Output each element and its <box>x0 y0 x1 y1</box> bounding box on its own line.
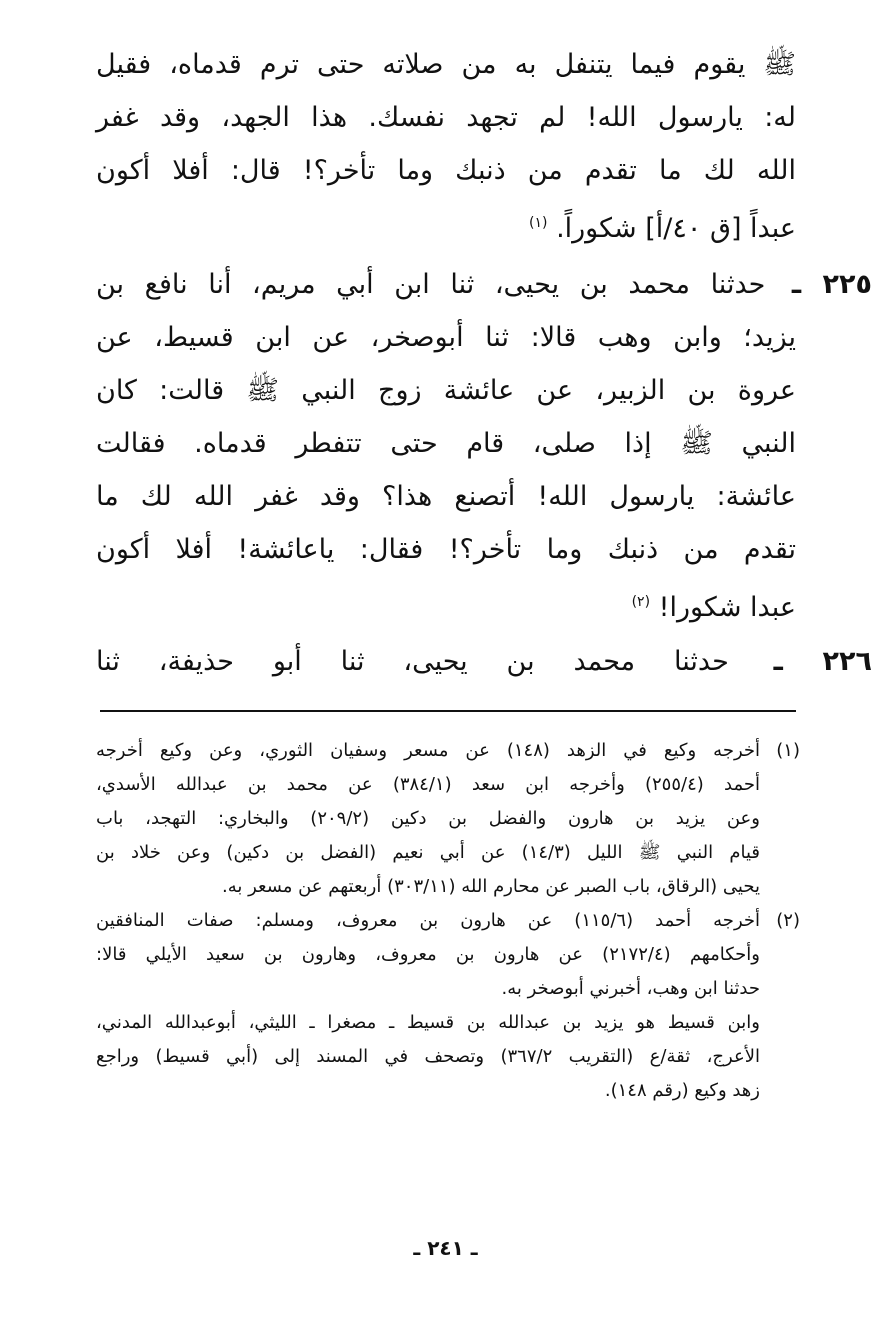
text-line: تقدم من ذنبك وما تأخر؟! فقال: ياعائشة! أفلا أكون <box>96 534 796 565</box>
footnote-line: وعن يزيد بن هارون والفضل بن دكين (٢٠٩/٢) والبخاري: التهجد، باب <box>96 808 760 829</box>
footnote-line: يحيى (الرقاق، باب الصبر عن محارم الله (٣٠٣/١١) أربعتهم عن مسعر به. <box>221 876 760 897</box>
text-line <box>96 258 872 311</box>
footnote-line <box>96 734 800 768</box>
footnote-ref-1: (١) <box>529 215 548 231</box>
footnote-line: قيام النبي ﷺ الليل (١٤/٣) عن أبي نعيم (الفضل بن دكين) وعن خلاد بن <box>96 842 760 863</box>
text-line-content: حدثنا محمد بن يحيى، ثنا أبو حذيفة، ثنا <box>96 646 729 677</box>
hadith-number-225: ٢٢٥ ـ <box>791 269 872 300</box>
footnote-ref-2: (٢) <box>631 594 651 610</box>
footnote-line-content: أخرجه وكيع في الزهد (١٤٨) عن مسعر وسفيان الثوري، وعن وكيع أخرجه <box>96 740 760 761</box>
footnote-line <box>96 904 800 938</box>
text-line: عائشة: يارسول الله! أتصنع هذا؟ وقد غفر الله لك ما <box>96 481 796 512</box>
text-line: ﷺ يقوم فيما يتنفل به من صلاته حتى ترم قدماه، فقيل <box>96 49 796 80</box>
text-line <box>96 576 796 629</box>
footnote-line: وابن قسيط هو يزيد بن عبدالله بن قسيط ـ مصغرا ـ الليثي، أبوعبدالله المدني، <box>96 1012 760 1033</box>
text-line-content: عبدا شكورا! <box>658 592 796 623</box>
footnote-line: حدثنا ابن وهب، أخبرني أبوصخر به. <box>501 978 760 999</box>
text-line: النبي ﷺ إذا صلى، قام حتى تتفطر قدماه. فقالت <box>96 428 796 459</box>
text-line-content: عبداً [ق ٤٠/أ] شكوراً. <box>556 213 796 244</box>
footnote-label: (٢) <box>776 910 800 931</box>
footnote-1 <box>96 734 800 904</box>
hadith-226 <box>96 635 872 688</box>
footnote-2 <box>96 904 800 1006</box>
text-line <box>96 197 796 250</box>
footnote-line: وأحكامهم (٢١٧٢/٤) عن هارون بن معروف، وهارون بن سعيد الأيلي قالا: <box>96 944 760 965</box>
text-line-content: حدثنا محمد بن يحيى، ثنا ابن أبي مريم، أنا نافع بن <box>96 269 766 300</box>
footnote-line: الأعرج، ثقة/ع (التقريب ٣٦٧/٢) وتصحف في المسند إلى (أبي قسيط) وراجع <box>96 1046 760 1067</box>
footnote-2-continued <box>96 1006 800 1108</box>
text-line <box>96 635 872 688</box>
main-text <box>96 38 872 688</box>
page-number: ـ ٢٤١ ـ <box>413 1236 478 1260</box>
footnote-divider <box>100 710 796 712</box>
footnotes <box>96 734 800 1108</box>
footnote-label: (١) <box>776 740 800 761</box>
text-line: عروة بن الزبير، عن عائشة زوج النبي ﷺ قالت: كان <box>96 375 796 406</box>
footnote-line-content: أخرجه أحمد (١١٥/٦) عن هارون بن معروف، ومسلم: صفات المنافقين <box>96 910 760 931</box>
footnote-line: أحمد (٢٥٥/٤) وأخرجه ابن سعد (٣٨٤/١) عن محمد بن عبدالله الأسدي، <box>96 774 760 795</box>
text-line: يزيد؛ وابن وهب قالا: ثنا أبوصخر، عن ابن قسيط، عن <box>96 322 796 353</box>
text-line: الله لك ما تقدم من ذنبك وما تأخر؟! قال: أفلا أكون <box>96 155 796 186</box>
text-line: له: يارسول الله! لم تجهد نفسك. هذا الجهد، وقد غفر <box>96 102 796 133</box>
footnote-line: زهد وكيع (رقم ١٤٨). <box>604 1080 760 1101</box>
hadith-number-226: ٢٢٦ ـ <box>773 646 872 677</box>
paragraph-continuation <box>96 38 796 250</box>
hadith-225 <box>96 258 872 629</box>
